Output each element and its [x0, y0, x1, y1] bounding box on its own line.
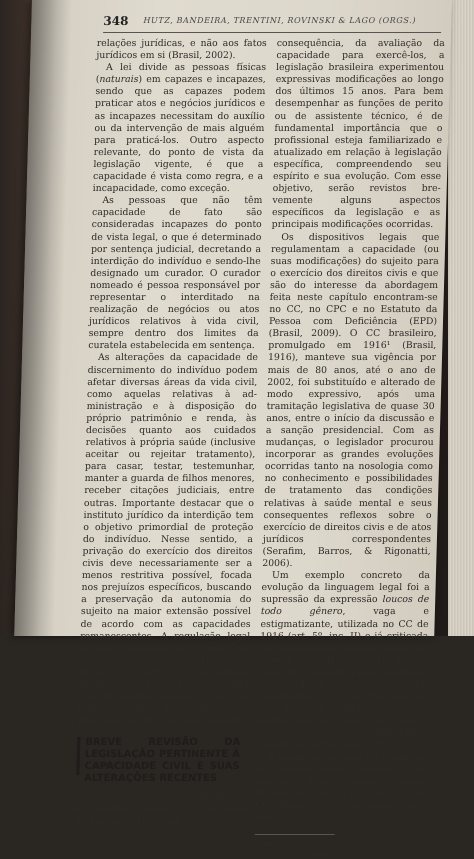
page-header — [103, 14, 442, 33]
paragraph: Um exemplo concreto da evolução da linguagem legal foi a supressão da expressão loucos de todo gênero, vaga e estigmatizante, utilizada no CC de 1916 (art. 5º, inc. II) e já criticada por psiquiatras e juristas desde sua origem naquela época. De acordo com uma linguagem mais adaptada à nosologia psiquiátrica, foi substituída no CC de 2002 por "os que, por enfermidade ou retardo mental, não tiverem o necessário discernimento" (Abdalla-Filho, Chalub, & Borba Telles, 2015). — [257, 570, 431, 751]
spine-shadow — [14, 0, 72, 636]
right-column — [254, 38, 445, 859]
section-heading: BREVE REVISÃO DA LEGISLAÇÃO PERTINENTE À CAPACIDADE CIVIL E SUAS ALTERAÇÕES RECENTES — [76, 737, 247, 785]
footnote-rule — [255, 834, 335, 835]
paragraph: A delimitação legal da condição de incapacidade absoluta ou relativa ficou, então, assim definida na Lei nº 10.406/2002 do CC (Brasil, 2002, documento on-line): — [255, 751, 426, 823]
paragraph: Os dispositivos legais que regulamentam a capacidade (ou suas modificações) do sujeito para o exercício dos direitos civis e que são do interesse da abordagem feita neste capítulo encontram-se no CC, no CPC e no Estatuto da Pessoa com Deficiência (EPD) (Brasil, 2009). O CC brasileiro, promulgado em 1916¹ (Brasil, 1916), manteve sua vigência por mais de 80 anos, até o ano de 2002, foi substituído e alterado de modo expressivo, após uma tramitação legislativa de quase 30 anos, entre o início da discussão e a sanção presidencial. Com as mudanças, o legislador procurou incorporar as grandes evoluções ocorridas tanto na nosologia como no conhecimento e possibilidades de tratamento das condições relativas à saúde mental e seus consequentes reflexos sobre o exercício de direitos civis e de atos jurídicos correspondentes (Serafim, Barros, & Rigonatti, 2006). — [262, 231, 440, 570]
book-page — [14, 0, 452, 859]
paragraph: consequência, da avaliação da capacidade para exercê-los, a legislação brasileira experimentou expressivas modificações ao longo dos últimos 15 anos. Para bem desempenhar as funções de perito ou de assistente técnico, é de fundamental importância que o profissional esteja familiarizado e atualizado em relação à legislação específica, compreendendo seu espírito e sua evolução. Com esse objetivo, serão revistos brevemente alguns aspectos específicos da legislação e as principais modificações ocorridas. — [271, 38, 445, 231]
left-column — [75, 38, 267, 828]
heading-bar — [76, 737, 80, 775]
paragraph: As alterações da capacidade de discernimento do indivíduo podem afetar diversas áreas da vida civil, como aquelas relativas à administração e à disposição do próprio patrimônio e renda, às decisões quanto aos cuidados relativos à própria saúde (inclusive aceitar ou rejeitar tratamento), para casar, testar, testemunhar, manter a guarda de filhos menores, receber citações judiciais, entre outras. Importante destacar que o instituto jurídico da interdição tem o objetivo primordial de proteção do indivíduo. Nesse sentido, a privação do exercício dos direitos civis deve necessariamente ser a menos restritiva possível, focada nos prejuízos específicos, buscando a preservação da autonomia do sujeito na maior extensão possível de acordo com as capacidades remanescentes. A regulação legal dessas circunstâncias, como de resto o ordenamento jurídico em geral, sofre periódicas modificações e atualizações, ainda que de forma bastante lenta, na tentativa de acompanhar os processos evolutivos da sociedade. — [77, 352, 259, 727]
footnote: ¹Código Civil. Lei nº 3071/1916 revogada pela Lei nº 10.406/2002. — [254, 839, 423, 859]
running-head: HUTZ, BANDEIRA, TRENTINI, ROVINSKI & LAGO (ORGS.) — [143, 16, 417, 25]
paragraph: relações jurídicas, e não aos fatos jurídicos em si (Brasil, 2002). — [96, 38, 267, 62]
paragraph: A lei divide as pessoas físicas (naturais) em capazes e incapazes, sendo que as capazes podem praticar atos e negócios jurídicos e as incapazes necessitam do auxílio ou da intervenção de mais alguém para praticá-los. Outro aspecto relevante, do ponto de vista da legislação vigente, é que a capacidade é vista como regra, e a incapacidade, como exceção. — [92, 62, 267, 195]
page-edges — [448, 0, 474, 636]
paragraph: No que se refere especificamente às questões relativas ao exercício de direitos civis e, por — [74, 791, 246, 827]
paragraph: As pessoas que não têm capacidade de fato são consideradas incapazes do ponto de vista legal, o que é determinado por sentença judicial, decretando a interdição do indivíduo e sendo-lhe designado um curador. O curador nomeado é pessoa responsável por representar o interditado na realização de negócios ou atos jurídicos relativos à vida civil, sempre dentro dos limites da curatela estabelecida em sentença. — [88, 195, 263, 352]
page-number: 348 — [103, 14, 129, 28]
